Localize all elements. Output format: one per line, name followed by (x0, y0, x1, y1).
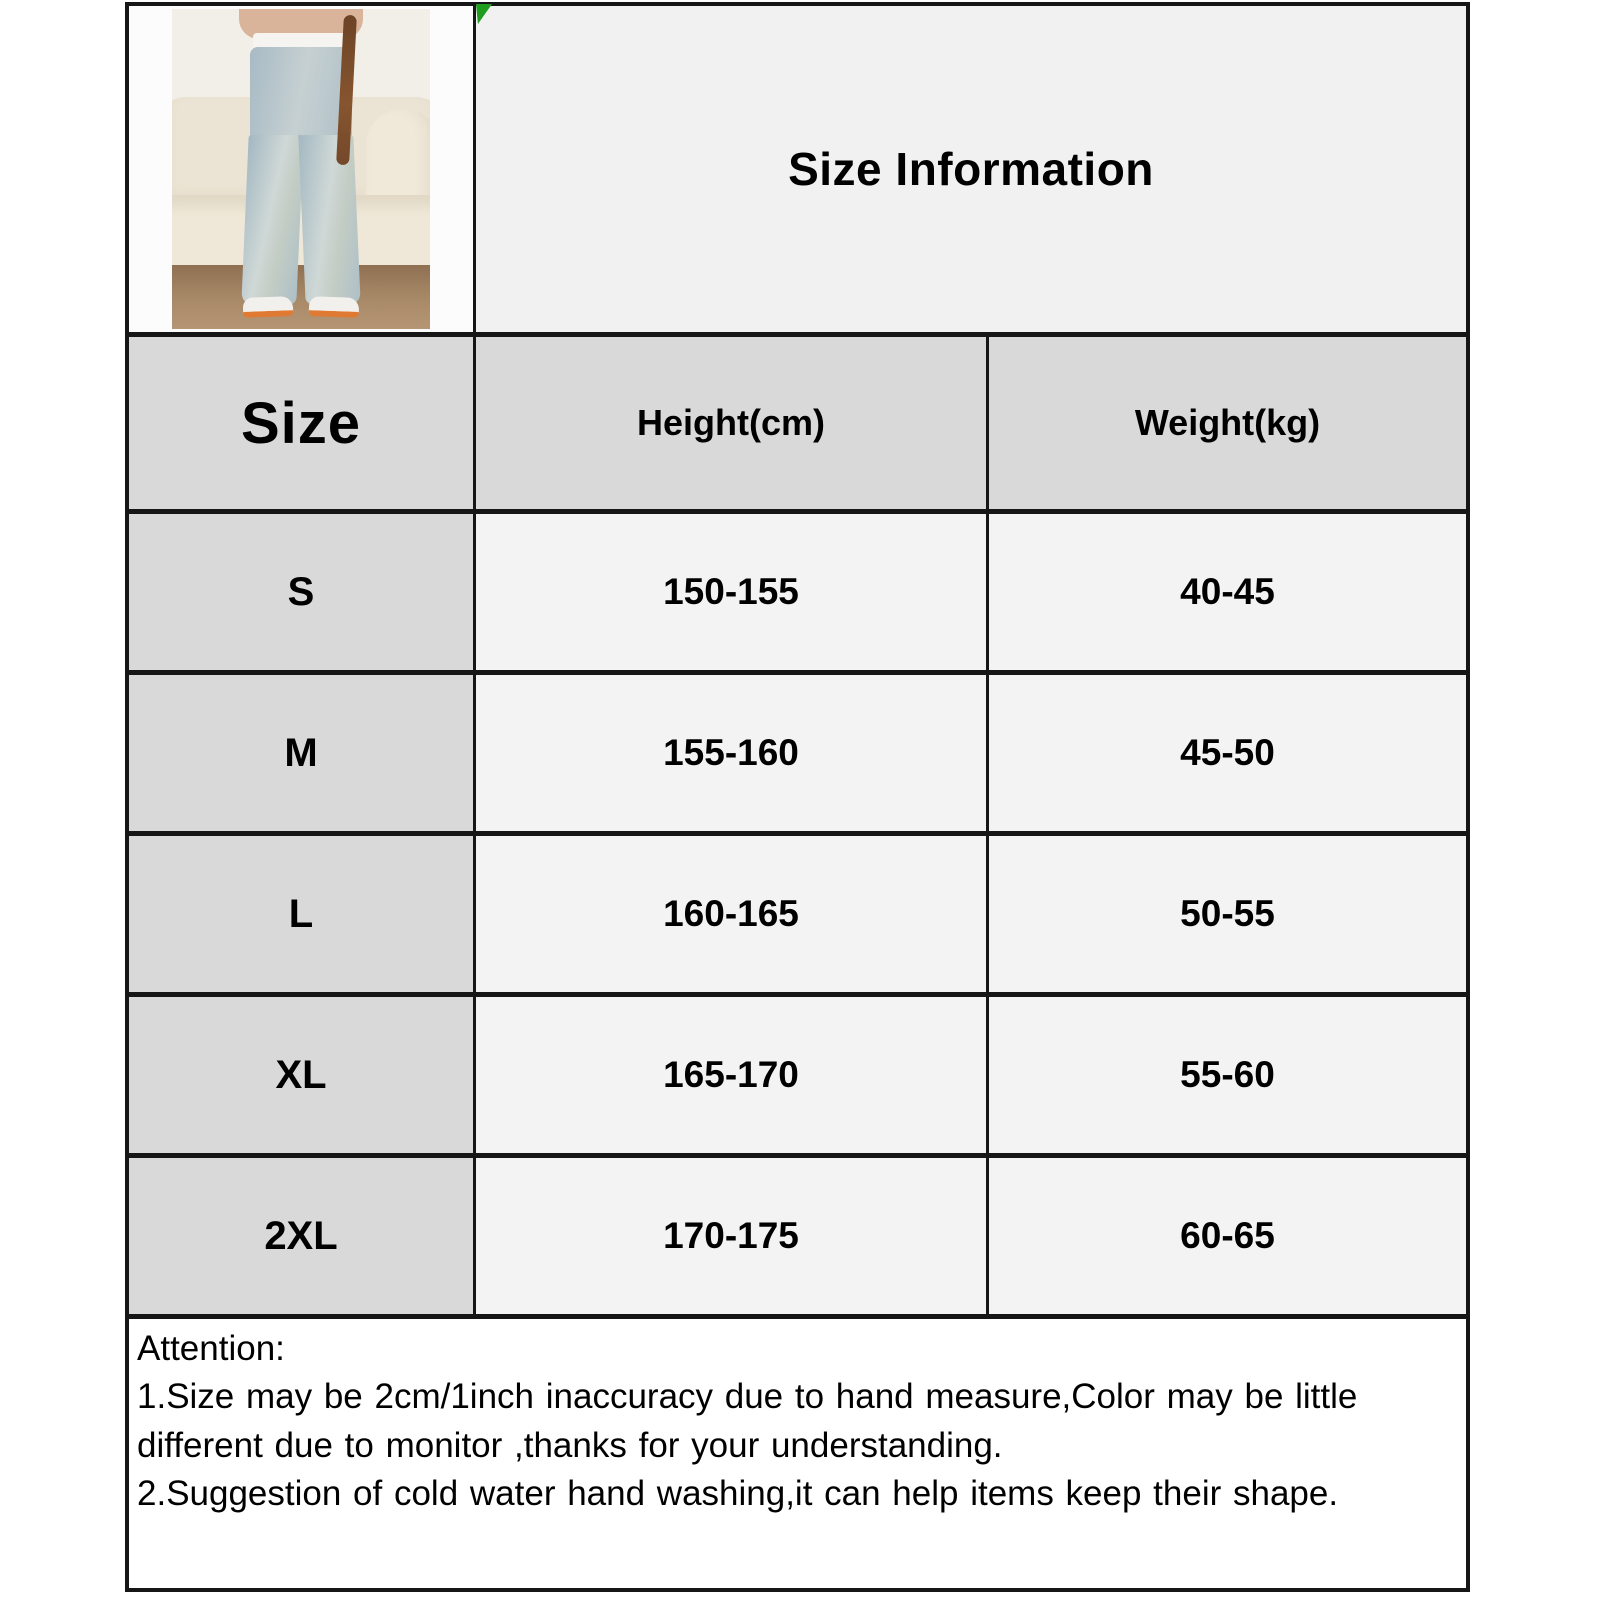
column-header-height: Height(cm) (476, 337, 986, 509)
right-sneaker (309, 296, 360, 318)
column-header-size: Size (129, 337, 473, 509)
row-label-s: S (129, 514, 473, 670)
row-label-xl: XL (129, 997, 473, 1153)
jeans-left-leg (241, 135, 303, 305)
height-value-xl: 165-170 (476, 997, 986, 1153)
attention-note-1: 1.Size may be 2cm/1inch inaccuracy due to hand measure,Color may be little different due to monitor ,thanks for your understanding. (137, 1377, 1358, 1465)
weight-value-m: 45-50 (989, 675, 1466, 831)
height-value-s: 150-155 (476, 514, 986, 670)
row-label-m: M (129, 675, 473, 831)
attention-heading: Attention: (137, 1329, 285, 1368)
height-value-2xl: 170-175 (476, 1158, 986, 1314)
left-sneaker (243, 296, 294, 318)
product-photo-cell (129, 6, 473, 332)
weight-value-l: 50-55 (989, 836, 1466, 992)
wood-floor (172, 265, 430, 329)
attention-section (129, 1319, 1466, 1588)
row-label-2xl: 2XL (129, 1158, 473, 1314)
attention-note-2: 2.Suggestion of cold water hand washing,it can help items keep their shape. (137, 1473, 1339, 1513)
jeans-right-leg (298, 135, 360, 305)
row-label-l: L (129, 836, 473, 992)
weight-value-s: 40-45 (989, 514, 1466, 670)
jeans-waist (250, 47, 352, 143)
page-title: Size Information (788, 143, 1154, 195)
title-cell (476, 6, 1466, 332)
weight-value-2xl: 60-65 (989, 1158, 1466, 1314)
product-photo (172, 9, 430, 329)
weight-value-xl: 55-60 (989, 997, 1466, 1153)
column-header-weight: Weight(kg) (989, 337, 1466, 509)
height-value-m: 155-160 (476, 675, 986, 831)
height-value-l: 160-165 (476, 836, 986, 992)
size-chart-table (125, 2, 1470, 1592)
